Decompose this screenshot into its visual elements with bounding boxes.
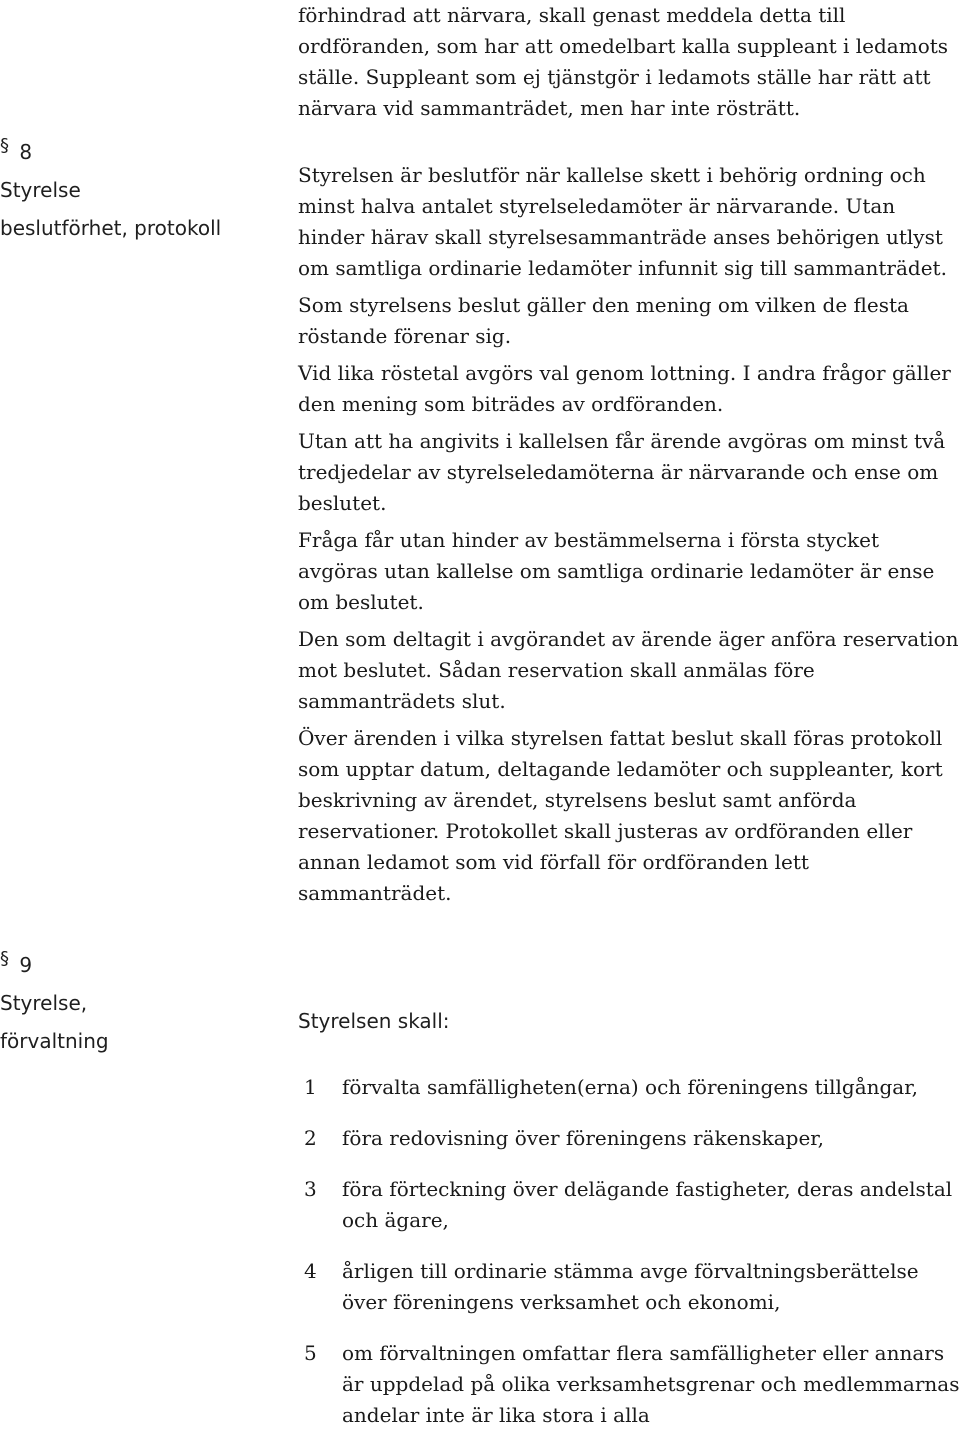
list-number: 1 — [304, 1075, 317, 1099]
list-number: 5 — [304, 1341, 317, 1365]
section-number: 9 — [19, 953, 33, 977]
list-item — [304, 1174, 960, 1236]
list-text: föra redovisning över föreningens räkenskaper, — [342, 1126, 825, 1150]
section-8-heading — [0, 133, 270, 247]
paragraph: Den som deltagit i avgörandet av ärende äger anföra reservation mot beslutet. Sådan reservation skall anmälas före sammanträdets slut. — [298, 627, 959, 713]
paragraph: Fråga får utan hinder av bestämmelserna i första stycket avgöras utan kallelse om samtliga ordinarie ledamöter är ense om beslutet. — [298, 528, 935, 614]
paragraph: förhindrad att närvara, skall genast meddela detta till ordföranden, som har att omedelbart kalla suppleant i ledamots ställe. Suppleant som ej tjänstgör i ledamots ställe har rätt att närvara vid sammanträdet, men har inte rösträtt. — [298, 3, 949, 120]
section-title: Styrelse — [0, 178, 81, 202]
section-subtitle: beslutförhet, protokoll — [0, 216, 222, 240]
list-item — [304, 1256, 960, 1318]
paragraph: Styrelsen är beslutför när kallelse skett i behörig ordning och minst halva antalet styrelseledamöter är närvarande. Utan hinder härav skall styrelsesammanträde anses behörigen utlyst om samtliga ordinarie ledamöter infunnit sig till sammanträdet. — [298, 163, 947, 280]
list-text: föra förteckning över delägande fastigheter, deras andelstal och ägare, — [342, 1177, 953, 1232]
section-symbol: § — [0, 948, 9, 969]
list-text: förvalta samfälligheten(erna) och föreningens tillgångar, — [342, 1075, 918, 1099]
section-9-intro: Styrelsen skall: — [298, 1009, 450, 1033]
paragraph: Som styrelsens beslut gäller den mening om vilken de flesta röstande förenar sig. — [298, 293, 909, 348]
section-8-body — [298, 160, 960, 915]
duties-list — [304, 1072, 960, 1451]
list-item — [304, 1072, 960, 1103]
section-subtitle: förvaltning — [0, 1029, 109, 1053]
continuation-text — [298, 0, 960, 130]
paragraph: Vid lika röstetal avgörs val genom lottning. I andra frågor gäller den mening som biträdes av ordföranden. — [298, 361, 951, 416]
list-item — [304, 1123, 960, 1154]
paragraph: Utan att ha angivits i kallelsen får ärende avgöras om minst två tredjedelar av styrelseledamöterna är närvarande och ense om beslutet. — [298, 429, 946, 515]
section-symbol: § — [0, 135, 9, 156]
list-number: 3 — [304, 1177, 317, 1201]
list-text: årligen till ordinarie stämma avge förvaltningsberättelse över föreningens verksamhet och ekonomi, — [342, 1259, 919, 1314]
list-number: 2 — [304, 1126, 317, 1150]
list-item — [304, 1338, 960, 1431]
paragraph: Över ärenden i vilka styrelsen fattat beslut skall föras protokoll som upptar datum, deltagande ledamöter och suppleanter, kort beskrivning av ärendet, styrelsens beslut samt anförda reservationer. Protokollet skall justeras av ordföranden eller annan ledamot som vid förfall för ordföranden lett sammanträdet. — [298, 726, 943, 905]
list-text: om förvaltningen omfattar flera samfälligheter eller annars är uppdelad på olika verksamhetsgrenar och medlemmarnas andelar inte är lika stora i alla — [342, 1341, 960, 1427]
section-9-heading — [0, 946, 270, 1060]
section-title: Styrelse, — [0, 991, 88, 1015]
section-number: 8 — [19, 140, 33, 164]
list-number: 4 — [304, 1259, 317, 1283]
